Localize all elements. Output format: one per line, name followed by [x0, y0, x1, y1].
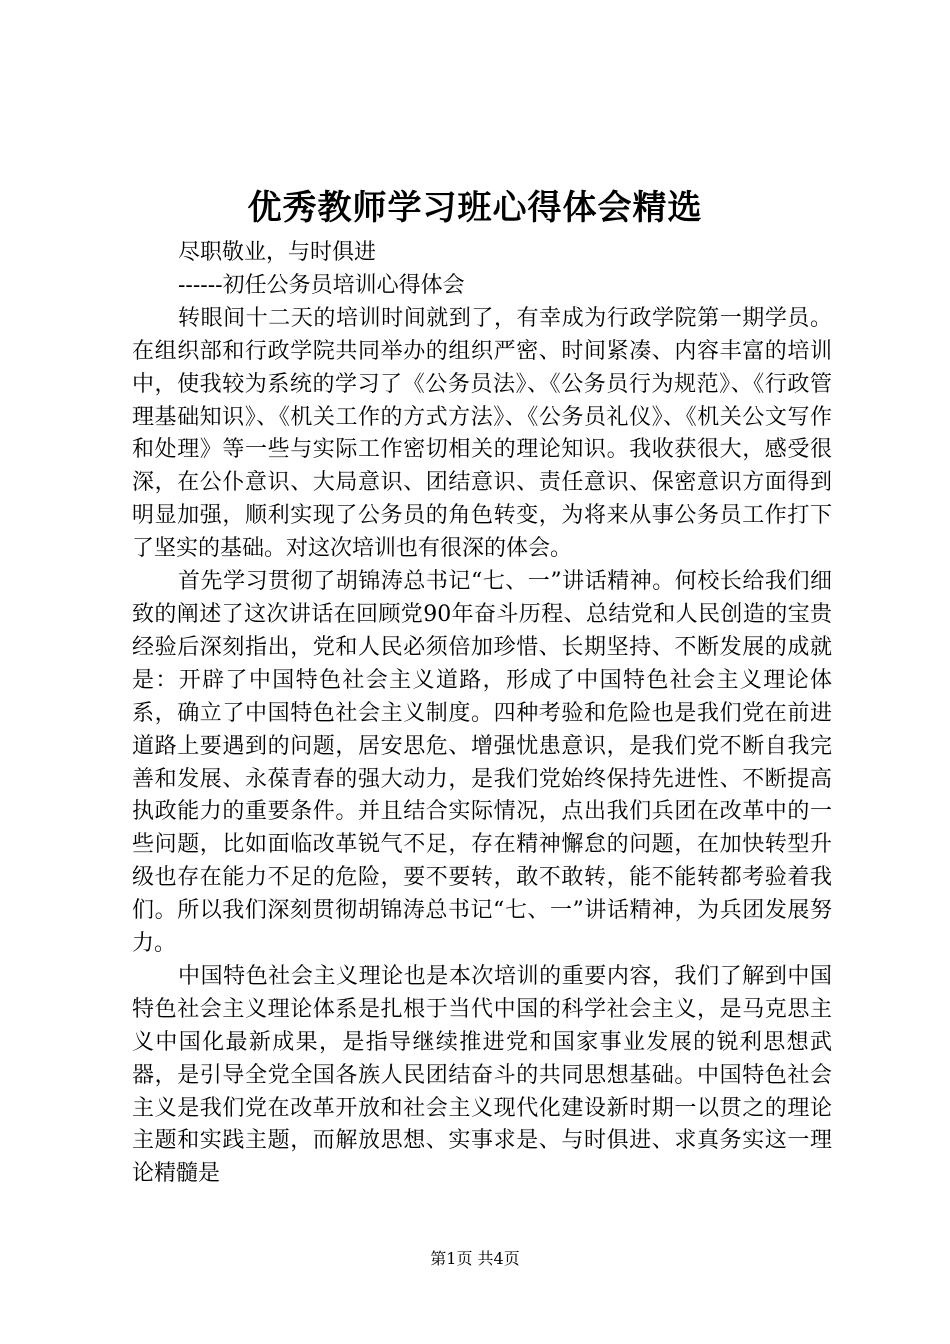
paragraph-3: 中国特色社会主义理论也是本次培训的重要内容，我们了解到中国特色社会主义理论体系是扎根于当代中国的科学社会主义，是马克思主义中国化最新成果，是指导继续推进党和国家事业发展的锐利思想武器，是引导全党全国各族人民团结奋斗的共同思想基础。中国特色社会主义是我们党在改革开放和社会主义现代化建设新时期一以贯之的理论主题和实践主题，而解放思想、实事求是、与时俱进、求真务实这一理论精髓是	[132, 963, 832, 1187]
document-title: 优秀教师学习班心得体会精选	[247, 188, 703, 228]
paragraph-1: 转眼间十二天的培训时间就到了，有幸成为行政学院第一期学员。在组织部和行政学院共同举办的组织严密、时间紧凑、内容丰富的培训中，使我较为系统的学习了《公务员法》、《公务员行为规范》、《行政管理基础知识》、《机关工作的方式方法》、《公务员礼仪》、《机关公文写作和处理》等一些与实际工作密切相关的理论知识。我收获很大，感受很深，在公仆意识、大局意识、团结意识、责任意识、保密意识方面得到明显加强，顺利实现了公务员的角色转变，为将来从事公务员工作打下了坚实的基础。对这次培训也有很深的体会。	[132, 305, 832, 562]
paragraph-2: 首先学习贯彻了胡锦涛总书记“七、一”讲话精神。何校长给我们细致的阐述了这次讲话在回顾党90年奋斗历程、总结党和人民创造的宝贵经验后深刻指出，党和人民必须倍加珍惜、长期坚持、不断发展的成就是：开辟了中国特色社会主义道路，形成了中国特色社会主义理论体系，确立了中国特色社会主义制度。四种考验和危险也是我们党在前进道路上要遇到的问题，居安思危、增强忧患意识，是我们党不断自我完善和发展、永葆青春的强大动力，是我们党始终保持先进性、不断提高执政能力的重要条件。并且结合实际情况，点出我们兵团在改革中的一些问题，比如面临改革锐气不足，存在精神懈怠的问题，在加快转型升级也存在能力不足的危险，要不要转，敢不敢转，能不能转都考验着我们。所以我们深刻贯彻胡锦涛总书记“七、一”讲话精神，为兵团发展努力。	[132, 569, 832, 957]
subtitle-line-2: ------初任公务员培训心得体会	[178, 272, 465, 298]
document-body	[132, 237, 832, 1191]
subtitle-line-1: 尽职敬业，与时俱进	[178, 240, 377, 265]
page-footer: 第1页 共4页	[430, 1249, 520, 1268]
